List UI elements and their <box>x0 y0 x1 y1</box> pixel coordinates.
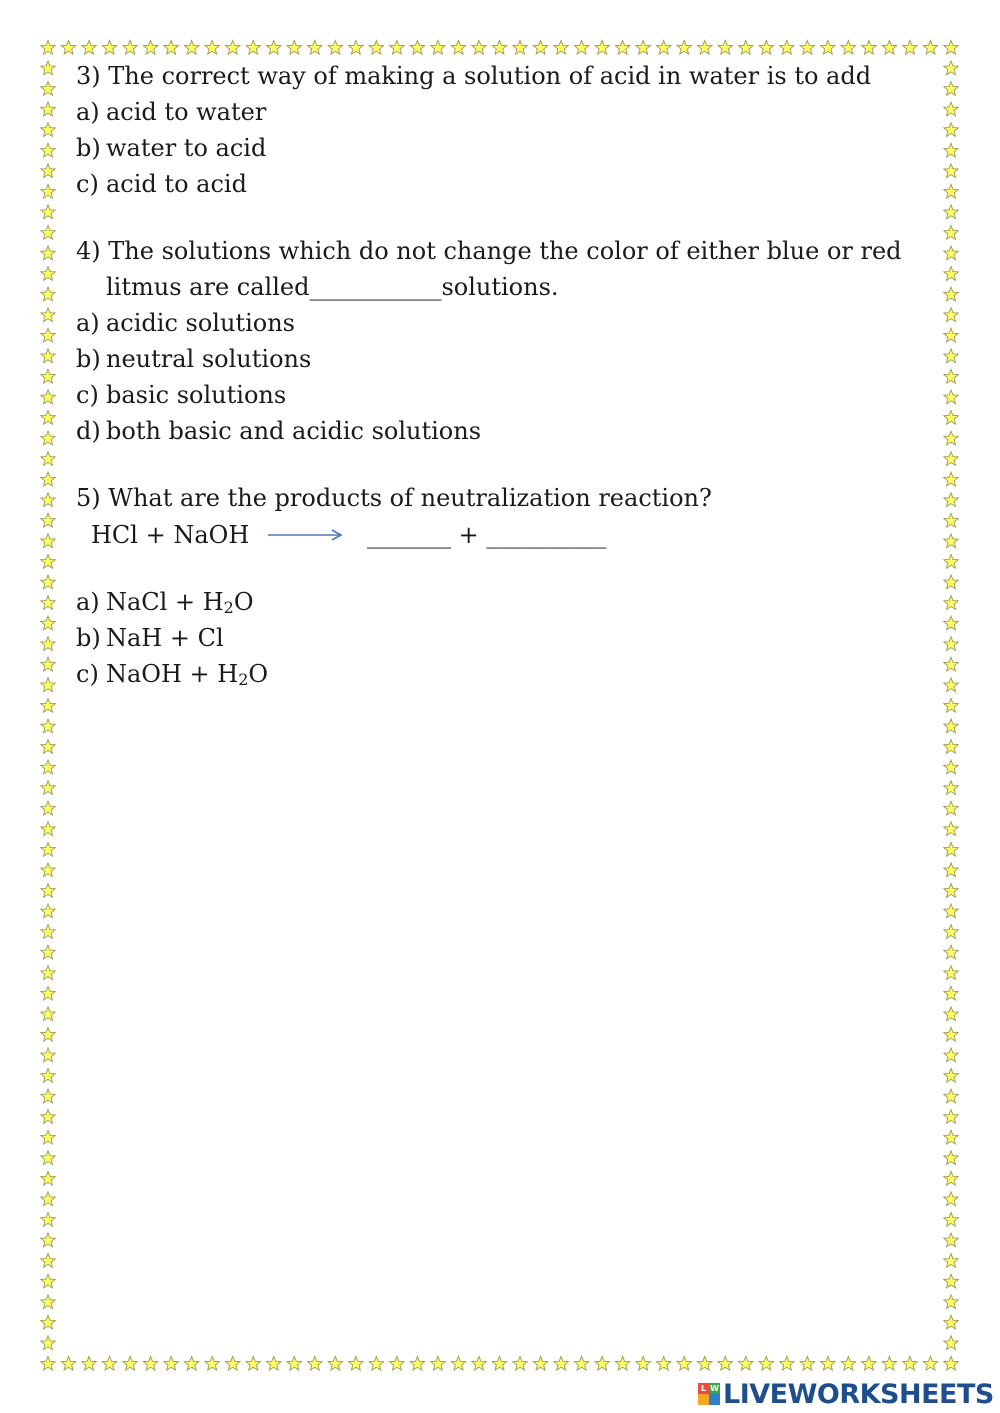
border-star-icon <box>821 40 835 54</box>
border-star-icon <box>41 267 55 281</box>
border-star-icon <box>944 61 958 75</box>
border-star-icon <box>882 40 896 54</box>
question-5-option-a: a) NaCl + $H_2O$ <box>76 588 254 617</box>
border-star-icon <box>944 287 958 301</box>
border-star-icon <box>41 1295 55 1309</box>
border-star-icon <box>41 164 55 178</box>
border-star-icon <box>656 1356 670 1370</box>
border-star-icon <box>349 1356 363 1370</box>
border-star-icon <box>944 966 958 980</box>
border-star-icon <box>328 40 342 54</box>
border-star-icon <box>944 1110 958 1124</box>
border-star-icon <box>821 1356 835 1370</box>
border-star-icon <box>41 184 55 198</box>
border-star-icon <box>246 40 260 54</box>
question-4-option-c: c) basic solutions <box>76 381 287 409</box>
border-star-icon <box>41 452 55 466</box>
border-star-icon <box>615 1356 629 1370</box>
border-star-icon <box>554 1356 568 1370</box>
border-star-icon <box>862 40 876 54</box>
border-star-icon <box>944 842 958 856</box>
border-star-icon <box>143 1356 157 1370</box>
border-star-icon <box>944 1233 958 1247</box>
border-star-icon <box>41 554 55 568</box>
border-star-icon <box>41 411 55 425</box>
border-star-icon <box>61 40 75 54</box>
border-star-icon <box>41 596 55 610</box>
border-star-icon <box>41 308 55 322</box>
border-star-icon <box>862 1356 876 1370</box>
border-star-icon <box>944 596 958 610</box>
border-star-icon <box>41 534 55 548</box>
border-star-icon <box>595 1356 609 1370</box>
border-star-icon <box>41 1212 55 1226</box>
border-star-icon <box>41 637 55 651</box>
border-star-icon <box>41 1356 55 1370</box>
border-star-icon <box>944 164 958 178</box>
border-star-icon <box>636 1356 650 1370</box>
border-star-icon <box>102 1356 116 1370</box>
border-star-icon <box>574 1356 588 1370</box>
border-star-icon <box>41 40 55 54</box>
border-star-icon <box>41 513 55 527</box>
border-star-icon <box>41 945 55 959</box>
border-star-icon <box>944 1069 958 1083</box>
border-star-icon <box>41 822 55 836</box>
arrow-right-icon <box>268 527 346 543</box>
border-star-icon <box>944 123 958 137</box>
border-star-icon <box>944 267 958 281</box>
border-star-icon <box>41 842 55 856</box>
border-star-icon <box>944 102 958 116</box>
border-star-icon <box>944 719 958 733</box>
border-star-icon <box>41 740 55 754</box>
border-star-icon <box>739 1356 753 1370</box>
border-star-icon <box>656 40 670 54</box>
border-star-icon <box>41 1130 55 1144</box>
border-star-icon <box>287 40 301 54</box>
border-star-icon <box>41 1007 55 1021</box>
border-star-icon <box>944 1192 958 1206</box>
border-star-icon <box>308 40 322 54</box>
equation-products-blank[interactable]: _______ + __________ <box>367 521 607 549</box>
border-star-icon <box>41 781 55 795</box>
border-star-icon <box>41 1336 55 1350</box>
border-star-icon <box>164 1356 178 1370</box>
border-star-icon <box>944 883 958 897</box>
question-5-option-b: b) NaH + Cl <box>76 624 224 652</box>
border-star-icon <box>677 1356 691 1370</box>
border-star-icon <box>41 925 55 939</box>
border-star-icon <box>41 472 55 486</box>
border-star-icon <box>800 1356 814 1370</box>
border-star-icon <box>492 40 506 54</box>
border-star-icon <box>677 40 691 54</box>
reaction-equation <box>76 517 936 553</box>
border-star-icon <box>944 1027 958 1041</box>
border-star-icon <box>944 801 958 815</box>
question-4-line-2: litmus are called___________solutions. <box>106 273 559 301</box>
border-star-icon <box>287 1356 301 1370</box>
border-star-icon <box>944 1212 958 1226</box>
border-star-icon <box>574 40 588 54</box>
border-star-icon <box>41 1315 55 1329</box>
border-star-icon <box>41 616 55 630</box>
border-star-icon <box>944 637 958 651</box>
border-star-icon <box>882 1356 896 1370</box>
border-star-icon <box>41 1069 55 1083</box>
logo-badge-icon: L W <box>698 1383 720 1405</box>
border-star-icon <box>718 1356 732 1370</box>
border-star-icon <box>944 369 958 383</box>
border-star-icon <box>636 40 650 54</box>
border-star-icon <box>944 657 958 671</box>
border-star-icon <box>944 1295 958 1309</box>
border-star-icon <box>903 40 917 54</box>
border-star-icon <box>267 40 281 54</box>
question-4-option-a: a) acidic solutions <box>76 309 295 337</box>
border-star-icon <box>41 883 55 897</box>
border-star-icon <box>308 1356 322 1370</box>
question-4-option-b: b) neutral solutions <box>76 345 312 373</box>
border-star-icon <box>944 493 958 507</box>
border-star-icon <box>944 205 958 219</box>
border-star-icon <box>759 1356 773 1370</box>
border-star-icon <box>184 40 198 54</box>
border-star-icon <box>944 616 958 630</box>
border-star-icon <box>41 966 55 980</box>
border-star-icon <box>41 1151 55 1165</box>
question-3-option-b: b) water to acid <box>76 134 267 162</box>
border-star-icon <box>944 904 958 918</box>
border-star-icon <box>944 184 958 198</box>
border-star-icon <box>944 225 958 239</box>
border-star-icon <box>41 801 55 815</box>
question-3-option-a: a) acid to water <box>76 98 267 126</box>
border-star-icon <box>759 40 773 54</box>
border-star-icon <box>944 1274 958 1288</box>
border-star-icon <box>41 760 55 774</box>
question-3-option-c: c) acid to acid <box>76 170 247 198</box>
border-star-icon <box>225 1356 239 1370</box>
border-star-icon <box>944 349 958 363</box>
border-star-icon <box>41 1171 55 1185</box>
border-star-icon <box>41 349 55 363</box>
border-star-icon <box>923 1356 937 1370</box>
border-star-icon <box>944 513 958 527</box>
border-star-icon <box>944 1336 958 1350</box>
border-star-icon <box>41 369 55 383</box>
border-star-icon <box>41 1089 55 1103</box>
border-star-icon <box>41 719 55 733</box>
question-4-line-1: 4) The solutions which do not change the color of either blue or red <box>76 237 902 265</box>
border-star-icon <box>41 287 55 301</box>
border-star-icon <box>554 40 568 54</box>
border-star-icon <box>369 40 383 54</box>
border-star-icon <box>41 698 55 712</box>
border-star-icon <box>944 781 958 795</box>
border-star-icon <box>944 760 958 774</box>
border-star-icon <box>41 123 55 137</box>
border-star-icon <box>615 40 629 54</box>
border-star-icon <box>944 698 958 712</box>
border-star-icon <box>41 143 55 157</box>
border-star-icon <box>390 40 404 54</box>
border-star-icon <box>41 1110 55 1124</box>
border-star-icon <box>944 1007 958 1021</box>
border-star-icon <box>533 40 547 54</box>
border-star-icon <box>451 1356 465 1370</box>
border-star-icon <box>944 390 958 404</box>
border-star-icon <box>41 904 55 918</box>
border-star-icon <box>944 534 958 548</box>
border-star-icon <box>451 40 465 54</box>
border-star-icon <box>205 1356 219 1370</box>
border-star-icon <box>944 740 958 754</box>
border-star-icon <box>944 40 958 54</box>
border-star-icon <box>718 40 732 54</box>
border-star-icon <box>944 1254 958 1268</box>
border-star-icon <box>780 1356 794 1370</box>
border-star-icon <box>739 40 753 54</box>
border-star-icon <box>513 1356 527 1370</box>
border-star-icon <box>41 575 55 589</box>
border-star-icon <box>944 431 958 445</box>
border-star-icon <box>410 1356 424 1370</box>
border-star-icon <box>267 1356 281 1370</box>
border-star-icon <box>246 1356 260 1370</box>
equation-reactants: HCl + NaOH <box>91 521 250 549</box>
border-star-icon <box>698 1356 712 1370</box>
border-star-icon <box>944 472 958 486</box>
border-star-icon <box>143 40 157 54</box>
border-star-icon <box>164 40 178 54</box>
logo-text: LIVEWORKSHEETS <box>723 1378 994 1410</box>
border-star-icon <box>41 61 55 75</box>
border-star-icon <box>780 40 794 54</box>
border-star-icon <box>184 1356 198 1370</box>
border-star-icon <box>944 1171 958 1185</box>
border-star-icon <box>410 40 424 54</box>
border-star-icon <box>41 1254 55 1268</box>
question-5-line-1: 5) What are the products of neutralization reaction? <box>76 484 712 512</box>
border-star-icon <box>841 40 855 54</box>
border-star-icon <box>472 1356 486 1370</box>
border-star-icon <box>102 40 116 54</box>
border-star-icon <box>41 1048 55 1062</box>
border-star-icon <box>41 431 55 445</box>
border-star-icon <box>944 822 958 836</box>
border-star-icon <box>431 1356 445 1370</box>
border-star-icon <box>944 82 958 96</box>
border-star-icon <box>944 143 958 157</box>
border-star-icon <box>944 1356 958 1370</box>
border-star-icon <box>41 1233 55 1247</box>
border-star-icon <box>41 678 55 692</box>
border-star-icon <box>431 40 445 54</box>
liveworksheets-logo[interactable] <box>698 1377 994 1411</box>
border-star-icon <box>61 1356 75 1370</box>
border-star-icon <box>41 82 55 96</box>
border-star-icon <box>944 1315 958 1329</box>
border-star-icon <box>390 1356 404 1370</box>
border-star-icon <box>82 1356 96 1370</box>
border-star-icon <box>698 40 712 54</box>
worksheet-content <box>76 58 936 692</box>
border-star-icon <box>841 1356 855 1370</box>
border-star-icon <box>944 863 958 877</box>
border-star-icon <box>41 1027 55 1041</box>
border-star-icon <box>513 40 527 54</box>
border-star-icon <box>41 328 55 342</box>
border-star-icon <box>123 40 137 54</box>
border-star-icon <box>944 945 958 959</box>
border-star-icon <box>472 40 486 54</box>
border-star-icon <box>944 925 958 939</box>
border-star-icon <box>225 40 239 54</box>
border-star-icon <box>923 40 937 54</box>
border-star-icon <box>41 102 55 116</box>
border-star-icon <box>944 452 958 466</box>
border-star-icon <box>533 1356 547 1370</box>
border-star-icon <box>944 246 958 260</box>
border-star-icon <box>328 1356 342 1370</box>
question-4-option-d: d) both basic and acidic solutions <box>76 417 482 445</box>
border-star-icon <box>123 1356 137 1370</box>
question-5-option-c: c) NaOH + $H_2O$ <box>76 660 269 689</box>
border-star-icon <box>41 246 55 260</box>
border-star-icon <box>41 1274 55 1288</box>
border-star-icon <box>41 493 55 507</box>
border-star-icon <box>41 205 55 219</box>
border-star-icon <box>41 986 55 1000</box>
border-star-icon <box>944 308 958 322</box>
border-star-icon <box>944 1151 958 1165</box>
border-star-icon <box>903 1356 917 1370</box>
border-star-icon <box>41 390 55 404</box>
border-star-icon <box>82 40 96 54</box>
border-star-icon <box>595 40 609 54</box>
border-star-icon <box>944 411 958 425</box>
border-star-icon <box>944 1089 958 1103</box>
border-star-icon <box>800 40 814 54</box>
question-3-line-1: 3) The correct way of making a solution of acid in water is to add <box>76 62 872 90</box>
border-star-icon <box>41 863 55 877</box>
border-star-icon <box>944 554 958 568</box>
border-star-icon <box>41 225 55 239</box>
border-star-icon <box>944 328 958 342</box>
border-star-icon <box>944 1130 958 1144</box>
border-star-icon <box>369 1356 383 1370</box>
border-star-icon <box>944 678 958 692</box>
border-star-icon <box>349 40 363 54</box>
border-star-icon <box>492 1356 506 1370</box>
border-star-icon <box>41 657 55 671</box>
border-star-icon <box>944 1048 958 1062</box>
border-star-icon <box>41 1192 55 1206</box>
border-star-icon <box>205 40 219 54</box>
border-star-icon <box>944 575 958 589</box>
border-star-icon <box>944 986 958 1000</box>
